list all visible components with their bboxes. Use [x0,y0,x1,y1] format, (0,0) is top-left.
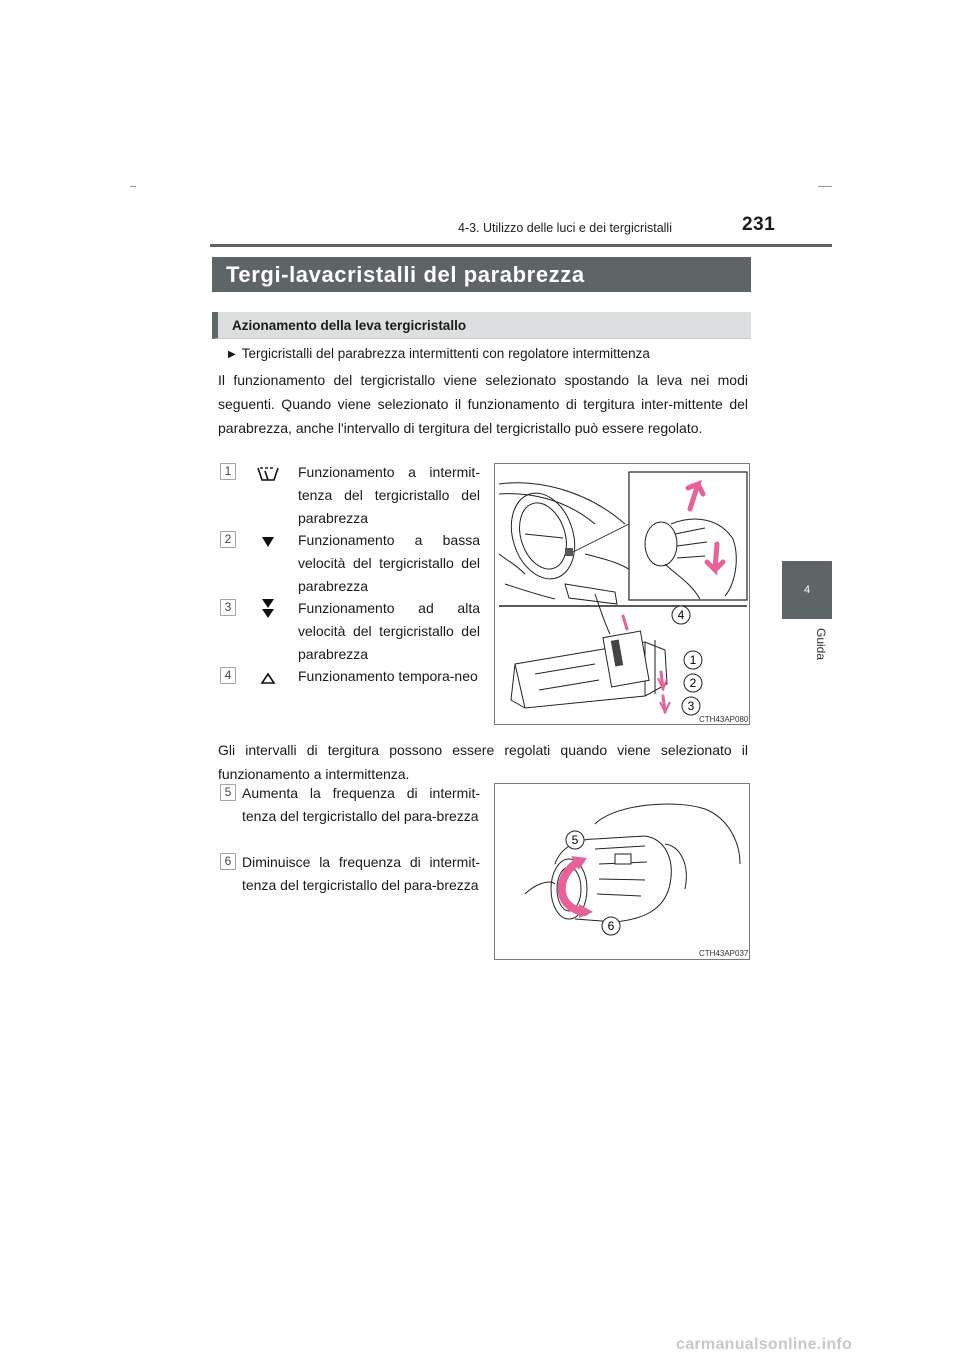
bullet-heading [228,346,650,361]
fig2-code: CTH43AP037 [699,949,749,958]
subsection-title: Azionamento della leva tergicristallo [212,312,751,339]
fig1-callout-1: 1 [689,653,697,667]
item-text-4: Funzionamento tempora-neo [298,668,478,684]
page-number: 231 [742,214,776,235]
intermittent-wiper-icon [256,464,280,484]
item-number-1: 1 [220,463,236,480]
section-title: Tergi-lavacristalli del parabrezza [212,257,751,292]
crop-mark-right [818,186,832,187]
bullet-text: Tergicristalli del parabrezza intermittenti con regolatore intermittenza [241,346,650,361]
wiper-lever-illustration [495,464,750,725]
fig1-callout-3: 3 [687,699,695,713]
fig2-callout-5: 5 [571,833,579,847]
header-rule [210,244,832,247]
single-down-triangle-icon [256,532,280,552]
item-number-4: 4 [220,667,236,684]
running-header: 4-3. Utilizzo delle luci e dei tergicristalli [458,221,672,235]
interval-dial-illustration [495,784,750,960]
crop-mark-left [130,186,136,187]
up-triangle-outline-icon [256,668,280,688]
fig1-callout-4: 4 [677,608,685,622]
item-number-5: 5 [220,784,236,801]
item-number-3: 3 [220,599,236,616]
item-text-3: Funzionamento ad alta velocità del tergicristallo del parabrezza [298,600,480,662]
watermark: carmanualsonline.info [676,1336,853,1353]
item-text-5: Aumenta la frequenza di intermit-tenza del tergicristallo del para-brezza [242,785,480,824]
chapter-tab: 4 [782,561,832,619]
double-down-triangle-icon [256,597,280,623]
item-text-6: Diminuisce la frequenza di intermit-tenza del tergicristallo del para-brezza [242,854,480,893]
item-number-2: 2 [220,531,236,548]
figure-interval-adjust [494,783,750,960]
fig1-callout-2: 2 [689,676,697,690]
fig1-code: CTH43AP080 [699,715,749,724]
fig2-callout-6: 6 [607,919,615,933]
intervals-paragraph: Gli intervalli di tergitura possono essere regolati quando viene selezionato il funzionamento a intermittenza. [218,742,748,782]
intro-paragraph: Il funzionamento del tergicristallo viene selezionato spostando la leva nei modi seguenti. Quando viene selezionato il funzionamento di tergitura inter-mittente del parabrezza, anche l'intervallo di tergitura del tergicristallo può essere regolato. [218,372,748,436]
figure-wiper-lever-operation [494,463,750,725]
item-text-2: Funzionamento a bassa velocità del tergicristallo del parabrezza [298,532,480,594]
item-text-1: Funzionamento a intermit-tenza del tergicristallo del parabrezza [298,464,480,526]
bullet-triangle-icon: ▶ [228,349,236,360]
chapter-label: Guida [814,628,828,661]
item-number-6: 6 [220,853,236,870]
